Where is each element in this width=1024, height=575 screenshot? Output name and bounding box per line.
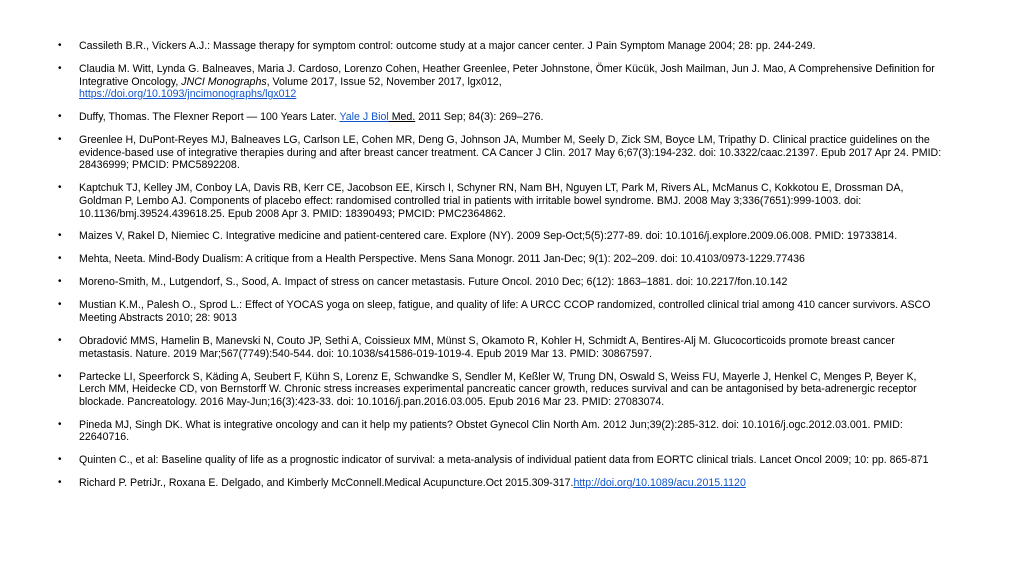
reference-text: Greenlee H, DuPont-Reyes MJ, Balneaves LG, Carlson LE, Cohen MR, Deng G, Johnson JA, Mumber M, Seely D, Zick SM, Boyce LM, Tripathy D. Clinical practice guidelines on the evidence-based use of integrative therapies during and after breast cancer treatment. CA Cancer J Clin. 2017 May 6;67(3):194-232. doi: 10.3322/caac.21397. Epub 2017 Apr 24. PMID: 28436999; PMCID: PMC5892208.	[79, 134, 942, 172]
reference-text: Claudia M. Witt, Lynda G. Balneaves, Maria J. Cardoso, Lorenzo Cohen, Heather Greenlee, Peter Johnstone, Ömer Kücük, Josh Mailman, Jun J. Mao, A Comprehensive Definition for Integrative Oncology,	[79, 62, 935, 88]
journal-link[interactable]: Yale J Biol	[339, 111, 389, 124]
bullet-icon: •	[58, 454, 62, 466]
reference-item	[58, 419, 944, 444]
reference-text: Kaptchuk TJ, Kelley JM, Conboy LA, Davis RB, Kerr CE, Jacobson EE, Kirsch I, Schyner RN, Nam BH, Nguyen LT, Park M, Rivers AL, McManus C, Kokkotou E, Drossman DA, Goldman P, Lembo AJ. Components of placebo effect: randomised controlled trial in patients with irritable bowel syndrome. BMJ. 2008 May 3;336(7651):999-1003. doi: 10.1136/bmj.39524.439618.25. Epub 2008 Apr 3. PMID: 18390493; PMCID: PMC2364862.	[79, 182, 904, 220]
reference-text: Partecke LI, Speerforck S, Käding A, Seubert F, Kühn S, Lorenz E, Schwandke S, Sendler M, Keßler W, Trung DN, Oswald S, Weiss FU, Mayerle J, Henkel C, Menges P, Beyer K, Lerch MM, Heidecke CD, von Bernstorff W. Chronic stress increases experimental pancreatic cancer growth, reduces survival and can be antagonised by beta-adrenergic receptor blockade. Pancreatology. 2016 May-Jun;16(3):423-33. doi: 10.1016/j.pan.2016.03.005. Epub 2016 Mar 23. PMID: 27083074.	[79, 370, 917, 408]
reference-text-continued: 2011 Sep; 84(3): 269–276.	[415, 111, 544, 124]
reference-item	[58, 454, 944, 467]
bullet-icon: •	[58, 182, 62, 194]
journal-title: JNCI Monographs	[181, 75, 267, 88]
journal-suffix: Med.	[388, 111, 416, 124]
reference-text: Richard P. PetriJr., Roxana E. Delgado, and Kimberly McConnell.Medical Acupuncture.Oct 2015.309-317.	[79, 477, 574, 490]
bullet-icon: •	[58, 477, 62, 489]
reference-item	[58, 371, 944, 409]
reference-text: Mustian K.M., Palesh O., Sprod L.: Effect of YOCAS yoga on sleep, fatigue, and quality of life: A URCC CCOP randomized, controlled clinical trial among 410 cancer survivors. ASCO Meeting Abstracts 2010; 28: 9013	[79, 299, 931, 325]
reference-item	[58, 299, 944, 324]
reference-item	[58, 182, 944, 220]
bullet-icon: •	[58, 418, 62, 430]
reference-item	[58, 134, 944, 172]
bullet-icon: •	[58, 370, 62, 382]
bullet-icon: •	[58, 230, 62, 242]
reference-list	[58, 40, 944, 490]
bullet-icon: •	[58, 299, 62, 311]
doi-link[interactable]: http://doi.org/10.1089/acu.2015.1120	[573, 477, 746, 490]
reference-item	[58, 253, 944, 266]
bullet-icon: •	[58, 111, 62, 123]
doi-link[interactable]: https://doi.org/10.1093/jncimonographs/lgx012	[79, 88, 297, 101]
reference-text: Duffy, Thomas. The Flexner Report — 100 Years Later.	[79, 111, 340, 124]
reference-text-continued: , Volume 2017, Issue 52, November 2017, lgx012,	[266, 75, 502, 88]
bullet-icon: •	[58, 40, 62, 51]
reference-item	[58, 111, 944, 124]
bullet-icon: •	[58, 62, 62, 74]
reference-item	[58, 477, 944, 490]
reference-item	[58, 335, 944, 360]
reference-text: Mehta, Neeta. Mind-Body Dualism: A critique from a Health Perspective. Mens Sana Monogr. 2011 Jan-Dec; 9(1): 202–209. doi: 10.4103/0973-1229.77436	[79, 253, 805, 266]
reference-item	[58, 40, 944, 53]
bullet-icon: •	[58, 253, 62, 265]
reference-item	[58, 230, 944, 243]
reference-text: Moreno-Smith, M., Lutgendorf, S., Sood, A. Impact of stress on cancer metastasis. Future Oncol. 2010 Dec; 6(12): 1863–1881. doi: 10.2217/fon.10.142	[79, 276, 788, 289]
bullet-icon: •	[58, 134, 62, 146]
reference-text: Quinten C., et al: Baseline quality of life as a prognostic indicator of survival: a meta-analysis of individual patient data from EORTC clinical trials. Lancet Oncol 2009; 10: pp. 865-871	[79, 454, 929, 467]
bullet-icon: •	[58, 276, 62, 288]
reference-item	[58, 63, 944, 101]
reference-text: Maizes V, Rakel D, Niemiec C. Integrative medicine and patient-centered care. Explore (NY). 2009 Sep-Oct;5(5):277-89. doi: 10.1016/j.explore.2009.06.008. PMID: 19733814.	[79, 230, 898, 243]
bullet-icon: •	[58, 335, 62, 347]
reference-text: Pineda MJ, Singh DK. What is integrative oncology and can it help my patients? Obstet Gynecol Clin North Am. 2012 Jun;39(2):285-312. doi: 10.1016/j.ogc.2012.03.001. PMID: 22640716.	[79, 418, 903, 444]
reference-text: Obradović MMS, Hamelin B, Manevski N, Couto JP, Sethi A, Coissieux MM, Münst S, Okamoto R, Kohler H, Schmidt A, Bentires-Alj M. Glucocorticoids promote breast cancer metastasis. Nature. 2019 Mar;567(7749):540-544. doi: 10.1038/s41586-019-1019-4. Epub 2019 Mar 13. PMID: 30867597.	[79, 335, 895, 360]
reference-text: Cassileth B.R., Vickers A.J.: Massage therapy for symptom control: outcome study at a major cancer center. J Pain Symptom Manage 2004; 28: pp. 244-249.	[79, 40, 816, 52]
reference-item	[58, 276, 944, 289]
